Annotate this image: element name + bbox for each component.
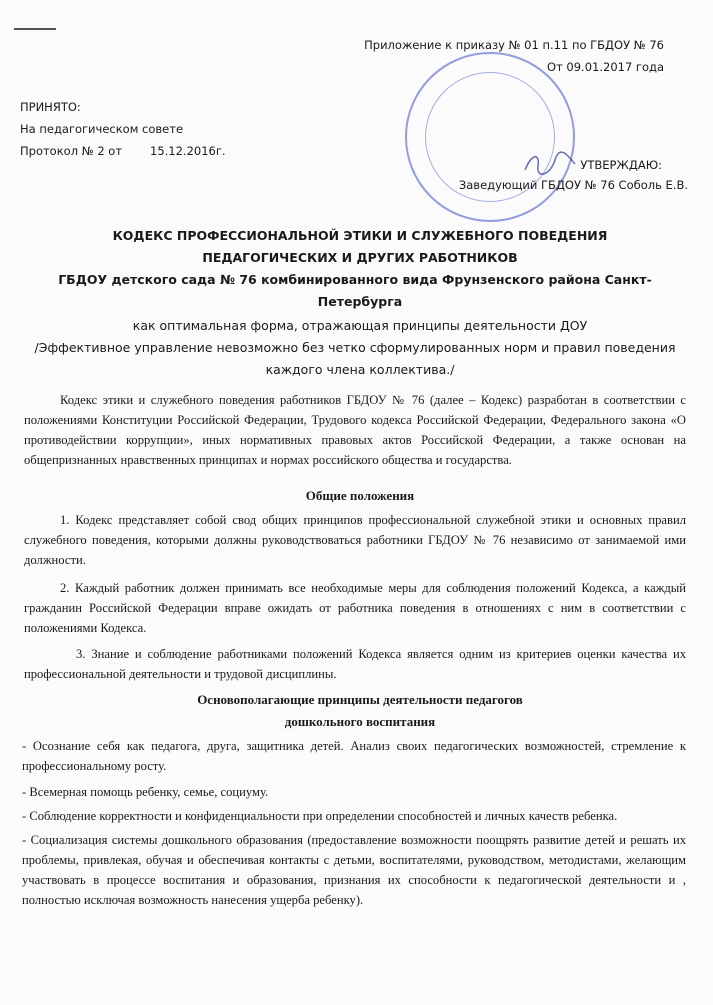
principle-item: - Всемерная помощь ребенку, семье, социуму.: [22, 785, 269, 799]
doc-subtitle-3: каждого члена коллектива./: [265, 362, 455, 377]
doc-title-line3: ГБДОУ детского сада № 76 комбинированного вида Фрунзенского района Санкт-: [58, 272, 652, 287]
principle-item: - Осознание себя как педагога, друга, защитника детей. Анализ своих педагогических возможностей, стремление к профессиональному росту.: [22, 739, 686, 773]
accepted-council: На педагогическом совете: [20, 122, 184, 136]
appendix-line: Приложение к приказу № 01 п.11 по ГБДОУ № 76: [364, 38, 664, 52]
doc-title-line1: КОДЕКС ПРОФЕССИОНАЛЬНОЙ ЭТИКИ И СЛУЖЕБНОГО ПОВЕДЕНИЯ: [112, 228, 608, 243]
general-item-1: 1. Кодекс представляет собой свод общих принципов профессиональной служебной этики и основных правил служебного поведения, которыми должны руководствоваться работники ГБДОУ № 76 независимо от занимаемой ими должности.: [24, 513, 686, 567]
appendix-date: От 09.01.2017 года: [547, 60, 664, 74]
doc-subtitle-1: как оптимальная форма, отражающая принципы деятельности ДОУ: [132, 318, 588, 333]
accepted-protocol: Протокол № 2 от: [20, 144, 123, 158]
accepted-protocol-date: 15.12.2016г.: [150, 144, 226, 158]
doc-title-line2: ПЕДАГОГИЧЕСКИХ И ДРУГИХ РАБОТНИКОВ: [202, 250, 518, 265]
intro-paragraph: Кодекс этики и служебного поведения работников ГБДОУ № 76 (далее – Кодекс) разработан в соответствии с положениями Конституции Российской Федерации, Трудового кодекса Российской Федерации, Федерального закона «О противодействии коррупции», иных нормативных правовых актов Российской Федерации, а также основан на общепризнанных нравственных принципах и нормах российского общества и государства.: [24, 393, 686, 467]
general-item-2: 2. Каждый работник должен принимать все необходимые меры для соблюдения положений Кодекса, а каждый гражданин Российской Федерации вправе ожидать от работника поведения в отношениях с ним в соответствии с положениями Кодекса.: [24, 581, 686, 635]
approved-title: УТВЕРЖДАЮ:: [580, 158, 662, 172]
doc-subtitle-2: /Эффективное управление невозможно без четко сформулированных норм и правил поведения: [34, 340, 676, 355]
section-principles-heading-2: дошкольного воспитания: [284, 714, 436, 729]
top-rule: [14, 28, 56, 30]
section-principles-heading-1: Основополагающие принципы деятельности педагогов: [197, 692, 523, 707]
section-general-heading: Общие положения: [305, 488, 415, 503]
principle-item: - Соблюдение корректности и конфиденциальности при определении способностей и личных качеств ребенка.: [22, 809, 618, 823]
accepted-title: ПРИНЯТО:: [20, 100, 81, 114]
approved-head: Заведующий ГБДОУ № 76 Соболь Е.В.: [458, 178, 688, 192]
principle-item: - Социализация системы дошкольного образования (предоставление возможности поощрять развитие детей и решать их проблемы, привлекая, обучая и обеспечивая контакты с детьми, воспитателями, руководством, методистами, желающим участвовать в процессе воспитания и образования, признания их способности к педагогической деятельности и , полностью исключая возможность нанесения ущерба ребенку).: [22, 833, 686, 907]
doc-title-line4: Петербурга: [317, 294, 403, 309]
general-item-3: 3. Знание и соблюдение работниками положений Кодекса является одним из критериев оценки качества их профессиональной деятельности и трудовой дисциплины.: [24, 647, 686, 681]
